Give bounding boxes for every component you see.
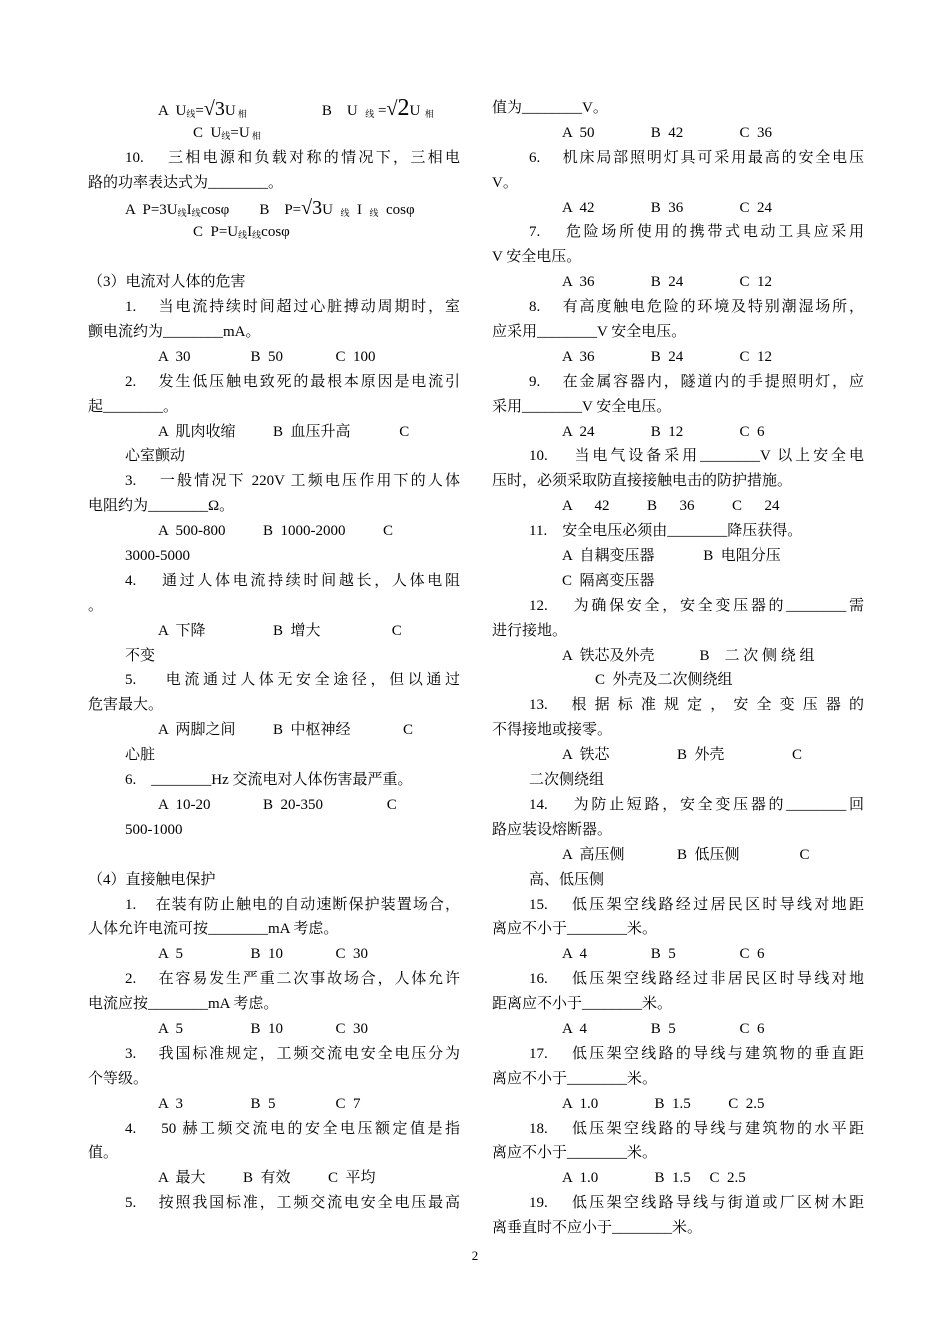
text-line <box>492 544 864 569</box>
text-segment: 3. 我国标准规定，工频交流电安全电压分为 <box>125 1045 460 1062</box>
radical-symbol: √ <box>386 98 398 120</box>
text-segment: 值。 <box>88 1145 119 1162</box>
text-line <box>492 768 864 793</box>
text-line <box>492 270 864 295</box>
text-line <box>492 345 864 370</box>
text-segment: 路的功率表达式为________。 <box>88 174 284 191</box>
text-line <box>88 444 460 469</box>
text-segment: 人体允许电流可按________mA 考虑。 <box>88 921 339 938</box>
text-line <box>88 1117 460 1142</box>
text-line <box>492 295 864 320</box>
text-segment: U <box>409 103 421 119</box>
text-segment: 3000-5000 <box>125 548 190 565</box>
text-line <box>492 370 864 395</box>
text-line <box>492 793 864 818</box>
text-line <box>88 818 460 843</box>
text-segment: 19. 低压架空线路导线与街道或厂区树木距 <box>529 1195 864 1212</box>
text-segment: A 500-800 B 1000-2000 C <box>158 523 394 540</box>
text-line <box>88 469 460 494</box>
text-segment: A 自耦变压器 B 电阻分压 <box>562 548 781 565</box>
text-segment: 离应不小于________米。 <box>492 1145 658 1162</box>
text-line <box>88 843 460 868</box>
text-line <box>88 1191 460 1216</box>
text-segment: A 1.0 B 1.5 C 2.5 <box>562 1170 746 1187</box>
text-segment: = <box>195 103 204 119</box>
text-segment: A P=3U <box>125 201 178 218</box>
text-segment: V 安全电压。 <box>492 249 582 266</box>
text-segment: 14. 为防止短路，安全变压器的________回 <box>529 796 864 813</box>
text-segment: A 3 B 5 C 7 <box>158 1095 361 1112</box>
text-line <box>88 1141 460 1166</box>
text-line <box>88 917 460 942</box>
text-segment: 6. ________Hz 交流电对人体伤害最严重。 <box>125 772 413 789</box>
text-line <box>88 320 460 345</box>
text-segment: 二次侧绕组 <box>529 772 605 789</box>
text-line <box>88 395 460 420</box>
text-segment: 10. 当电气设备采用________V 以上安全电 <box>529 448 864 465</box>
subscript: 线 <box>238 230 248 241</box>
text-segment: （4）直接触电保护 <box>88 871 216 888</box>
radical-symbol: √ <box>301 196 313 219</box>
text-line <box>88 519 460 544</box>
text-segment: A 24 B 12 C 6 <box>562 423 765 440</box>
text-segment: 2. 在容易发生严重二次事故场合，人体允许 <box>125 971 460 988</box>
text-line <box>88 370 460 395</box>
subscript: 线 <box>186 109 196 119</box>
text-line <box>88 96 460 121</box>
text-line <box>492 121 864 146</box>
text-segment: A 1.0 B 1.5 C 2.5 <box>562 1095 765 1112</box>
text-line <box>492 469 864 494</box>
text-segment: A U <box>158 103 187 119</box>
text-segment: 压时，必须采取防直接接触电击的防护措施。 <box>492 473 793 490</box>
text-segment: 5. 电流通过人体无安全途径，但以通过 <box>125 672 460 689</box>
text-line <box>492 245 864 270</box>
text-line <box>492 718 864 743</box>
left-column <box>88 96 460 1216</box>
text-segment: 值为________V。 <box>492 100 608 116</box>
text-segment: 8. 有高度触电危险的环境及特别潮湿场所， <box>529 299 864 316</box>
text-segment: A 两脚之间 B 中枢神经 C <box>158 722 414 739</box>
text-line <box>492 395 864 420</box>
text-line <box>88 718 460 743</box>
subscript: 线 <box>252 230 262 241</box>
text-line <box>492 171 864 196</box>
text-line <box>492 1216 864 1241</box>
text-segment: A 10-20 B 20-350 C <box>158 796 397 813</box>
text-line <box>492 967 864 992</box>
page-number: 2 <box>471 1248 479 1263</box>
text-line <box>88 1067 460 1092</box>
text-line <box>492 843 864 868</box>
text-line <box>88 644 460 669</box>
subscript: 线 <box>221 130 231 141</box>
text-segment: 3. 一般情况下 220V 工频电压作用下的人体 <box>125 473 460 490</box>
text-line <box>88 992 460 1017</box>
text-line <box>492 868 864 893</box>
text-segment: 4. 50 赫工频交流电的安全电压额定值是指 <box>125 1120 460 1137</box>
text-segment: 心室颤动 <box>125 448 186 465</box>
subscript: 线 <box>340 207 350 218</box>
text-segment: B U <box>246 103 366 119</box>
text-line <box>492 1191 864 1216</box>
subscript: 线 <box>177 207 187 218</box>
text-line <box>88 893 460 918</box>
text-segment: 不得接地或接零。 <box>492 722 613 739</box>
text-segment: 12. 为确保安全，安全变压器的________需 <box>529 597 864 614</box>
text-segment: A 42 B 36 C 24 <box>562 498 780 515</box>
text-line <box>88 868 460 893</box>
radical-symbol: 2 <box>397 95 410 121</box>
text-line <box>492 1166 864 1191</box>
text-segment: A 肌肉收缩 B 血压升高 C <box>158 423 410 440</box>
text-segment: cosφ B P= <box>200 201 302 218</box>
text-line <box>88 245 460 270</box>
text-line <box>492 320 864 345</box>
text-line <box>492 569 864 594</box>
subscript: 线 <box>369 207 379 218</box>
text-segment: 颤电流约为________mA。 <box>88 324 261 341</box>
right-column <box>492 96 864 1241</box>
text-line <box>492 420 864 445</box>
text-segment: A 最大 B 有效 C 平均 <box>158 1170 376 1187</box>
subscript: 线 <box>191 207 201 218</box>
text-line <box>492 196 864 221</box>
text-line <box>492 1092 864 1117</box>
text-segment: 心脏 <box>125 747 156 764</box>
text-segment: = <box>374 103 387 119</box>
text-line <box>88 270 460 295</box>
text-line <box>492 917 864 942</box>
text-segment: 采用________V 安全电压。 <box>492 398 672 415</box>
text-segment: A 42 B 36 C 24 <box>562 199 773 216</box>
text-line <box>88 494 460 519</box>
text-segment: 16. 低压架空线路经过非居民区时导线对地 <box>529 971 864 988</box>
text-segment: U <box>322 201 341 218</box>
text-segment: 个等级。 <box>88 1070 149 1087</box>
text-segment: 18. 低压架空线路的导线与建筑物的水平距 <box>529 1120 864 1137</box>
text-segment: A 高压侧 B 低压侧 C <box>562 846 810 863</box>
text-segment: 进行接地。 <box>492 622 568 639</box>
text-line <box>492 668 864 693</box>
text-segment: A 36 B 24 C 12 <box>562 348 773 365</box>
text-segment: I <box>349 201 370 218</box>
subscript: 相 <box>235 109 247 119</box>
text-segment: A 铁芯及外壳 B 二 次 侧 绕 组 <box>562 647 815 664</box>
text-line <box>88 220 460 245</box>
text-segment: 应采用________V 安全电压。 <box>492 324 687 341</box>
text-line <box>492 693 864 718</box>
text-line <box>492 96 864 121</box>
text-line <box>88 1017 460 1042</box>
text-segment: 6. 机床局部照明灯具可采用最高的安全电压 <box>529 149 864 166</box>
text-segment: cosφ <box>261 224 290 241</box>
text-segment: 电流应按________mA 考虑。 <box>88 996 279 1013</box>
text-segment: V。 <box>492 174 518 191</box>
text-line <box>88 1166 460 1191</box>
text-line <box>492 619 864 644</box>
text-segment: 15. 低压架空线路经过居民区时导线对地距 <box>529 896 864 913</box>
radical-symbol: 3 <box>214 98 225 120</box>
text-line <box>88 619 460 644</box>
text-line <box>492 1117 864 1142</box>
text-segment: A 30 B 50 C 100 <box>158 348 376 365</box>
text-segment: A 50 B 42 C 36 <box>562 124 773 141</box>
text-segment: 4. 通过人体电流持续时间越长，人体电阻 <box>125 572 460 589</box>
text-line <box>492 519 864 544</box>
text-segment: 5. 按照我国标准，工频交流电安全电压最高 <box>125 1195 460 1212</box>
radical-symbol: √ <box>203 98 215 120</box>
text-line <box>492 146 864 171</box>
text-segment: 13. 根 据 标 准 规 定 ， 安 全 变 压 器 的 <box>529 697 864 714</box>
text-line <box>88 345 460 370</box>
text-segment: 路应装设熔断器。 <box>492 821 613 838</box>
text-line <box>492 893 864 918</box>
text-line <box>88 693 460 718</box>
text-line <box>492 1017 864 1042</box>
text-line <box>88 171 460 196</box>
text-line <box>88 668 460 693</box>
text-line <box>492 992 864 1017</box>
text-segment: 500-1000 <box>125 821 183 838</box>
text-segment: A 4 B 5 C 6 <box>562 1020 765 1037</box>
text-segment: U <box>224 103 236 119</box>
text-line <box>88 420 460 445</box>
text-segment: 1. 在装有防止触电的自动速断保护装置场合， <box>125 896 460 913</box>
text-line <box>88 121 460 146</box>
text-segment: 10. 三相电源和负载对称的情况下，三相电 <box>125 149 460 166</box>
text-line <box>88 942 460 967</box>
text-line <box>492 444 864 469</box>
text-segment: C 外壳及二次侧绕组 <box>595 672 733 689</box>
text-segment: A 5 B 10 C 30 <box>158 1020 369 1037</box>
text-line <box>492 818 864 843</box>
text-segment: I <box>247 224 253 241</box>
text-segment: 11. 安全电压必须由________降压获得。 <box>529 523 803 540</box>
text-segment: A 5 B 10 C 30 <box>158 946 369 963</box>
text-line <box>492 644 864 669</box>
text-segment: C P=U <box>193 224 239 241</box>
text-line <box>88 1092 460 1117</box>
text-segment: 17. 低压架空线路的导线与建筑物的垂直距 <box>529 1045 864 1062</box>
text-segment: 高、低压侧 <box>529 871 605 888</box>
text-segment: =U <box>230 124 250 141</box>
radical-symbol: 3 <box>312 196 323 219</box>
text-line <box>492 743 864 768</box>
text-line <box>492 594 864 619</box>
text-line <box>492 1042 864 1067</box>
text-segment: A 铁芯 B 外壳 C <box>562 747 803 764</box>
text-segment: I <box>186 201 192 218</box>
text-segment: A 4 B 5 C 6 <box>562 946 765 963</box>
text-segment: 离应不小于________米。 <box>492 1070 658 1087</box>
text-segment: C 隔离变压器 <box>562 572 655 589</box>
text-line <box>88 146 460 171</box>
text-line <box>88 793 460 818</box>
text-segment: cosφ <box>378 201 415 218</box>
text-segment: 起________。 <box>88 398 179 415</box>
text-segment: 危害最大。 <box>88 697 164 714</box>
subscript: 相 <box>420 109 434 119</box>
text-line <box>88 544 460 569</box>
text-line <box>492 220 864 245</box>
text-segment: 离应不小于________米。 <box>492 921 658 938</box>
text-segment: 2. 发生低压触电致死的最根本原因是电流引 <box>125 373 460 390</box>
text-segment: A 下降 B 增大 C <box>158 622 402 639</box>
text-segment: C U <box>193 124 222 141</box>
text-line <box>88 768 460 793</box>
subscript: 线 <box>365 109 375 119</box>
text-line <box>492 494 864 519</box>
text-segment: 距离应不小于________米。 <box>492 996 673 1013</box>
text-line <box>88 967 460 992</box>
text-segment: 离垂直时不应小于________米。 <box>492 1220 703 1237</box>
text-segment: 不变 <box>125 647 156 664</box>
text-line <box>88 743 460 768</box>
text-segment: 1. 当电流持续时间超过心脏搏动周期时，室 <box>125 299 460 316</box>
subscript: 相 <box>249 130 261 141</box>
text-segment: 电阻约为________Ω。 <box>88 498 235 515</box>
text-segment: A 36 B 24 C 12 <box>562 274 773 291</box>
text-line <box>492 942 864 967</box>
text-line <box>88 594 460 619</box>
text-segment: 9. 在金属容器内，隧道内的手提照明灯，应 <box>529 373 864 390</box>
text-segment: 7. 危险场所使用的携带式电动工具应采用 <box>529 224 864 241</box>
text-line <box>88 569 460 594</box>
text-line <box>88 196 460 221</box>
text-line <box>88 295 460 320</box>
text-line <box>492 1067 864 1092</box>
text-line <box>492 1141 864 1166</box>
text-segment: 。 <box>88 597 104 614</box>
text-line <box>88 1042 460 1067</box>
text-segment: （3）电流对人体的危害 <box>88 274 246 291</box>
